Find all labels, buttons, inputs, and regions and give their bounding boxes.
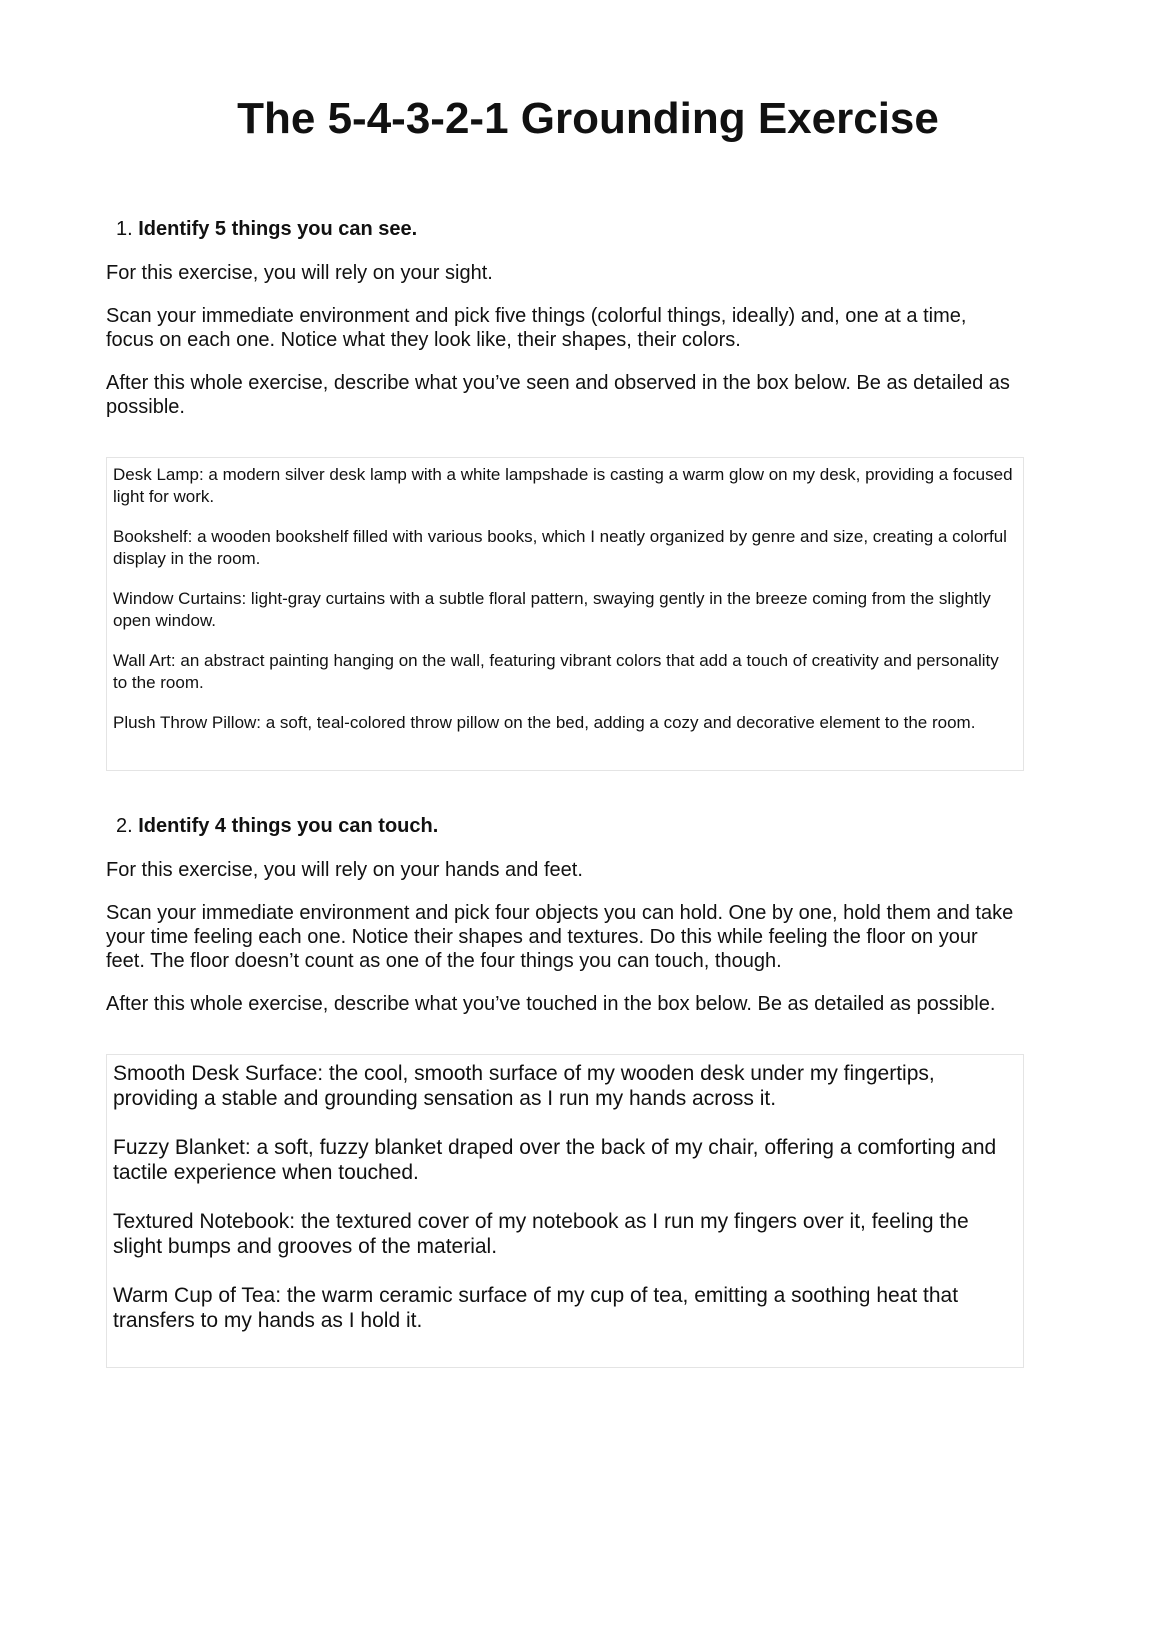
answer-entry: Desk Lamp: a modern silver desk lamp with a white lampshade is casting a warm glow on my desk, providing a focused light for work. (113, 465, 1013, 506)
instruction-text: For this exercise, you will rely on your hands and feet. (106, 859, 583, 881)
answer-entry: Smooth Desk Surface: the cool, smooth surface of my wooden desk under my fingertips, providing a stable and grounding sensation as I run my hands across it. (113, 1062, 935, 1110)
section-heading-text: Identify 5 things you can see. (138, 218, 418, 240)
instruction-text: Scan your immediate environment and pick five things (colorful things, ideally) and, one at a time, focus on each one. Notice what they look like, their shapes, their colors. (106, 305, 967, 351)
see-answer-box[interactable] (106, 457, 1024, 771)
instruction-text: After this whole exercise, describe what you’ve touched in the box below. Be as detailed as possible. (106, 993, 996, 1015)
page-title: The 5-4-3-2-1 Grounding Exercise (237, 94, 939, 143)
touch-answer-box[interactable] (106, 1054, 1024, 1368)
answer-entry: Textured Notebook: the textured cover of my notebook as I run my fingers over it, feeling the slight bumps and grooves of the material. (113, 1210, 969, 1258)
answer-entry: Window Curtains: light-gray curtains with a subtle floral pattern, swaying gently in the breeze coming from the slightly open window. (113, 589, 991, 630)
section-touch (106, 815, 1026, 1368)
answer-entry: Fuzzy Blanket: a soft, fuzzy blanket draped over the back of my chair, offering a comforting and tactile experience when touched. (113, 1136, 997, 1184)
section-heading (116, 815, 1026, 838)
section-number: 2. (116, 815, 133, 837)
instruction-text: After this whole exercise, describe what you’ve seen and observed in the box below. Be as detailed as possible. (106, 372, 1010, 418)
section-heading-text: Identify 4 things you can touch. (138, 815, 439, 837)
section-heading (116, 218, 1026, 241)
answer-entry: Bookshelf: a wooden bookshelf filled with various books, which I neatly organized by genre and size, creating a colorful display in the room. (113, 527, 1007, 568)
answer-entry: Plush Throw Pillow: a soft, teal-colored throw pillow on the bed, adding a cozy and decorative element to the room. (113, 713, 976, 732)
instruction-text: For this exercise, you will rely on your sight. (106, 262, 493, 284)
answer-entry: Wall Art: an abstract painting hanging on the wall, featuring vibrant colors that add a touch of creativity and personality to the room. (113, 651, 999, 692)
instruction-text: Scan your immediate environment and pick four objects you can hold. One by one, hold them and take your time feeling each one. Notice their shapes and textures. Do this while feeling the floor on your feet. The floor doesn’t count as one of the four things you can touch, though. (106, 902, 1014, 972)
section-see (106, 218, 1026, 771)
section-number: 1. (116, 218, 133, 240)
answer-entry: Warm Cup of Tea: the warm ceramic surface of my cup of tea, emitting a soothing heat that transfers to my hands as I hold it. (113, 1284, 959, 1332)
